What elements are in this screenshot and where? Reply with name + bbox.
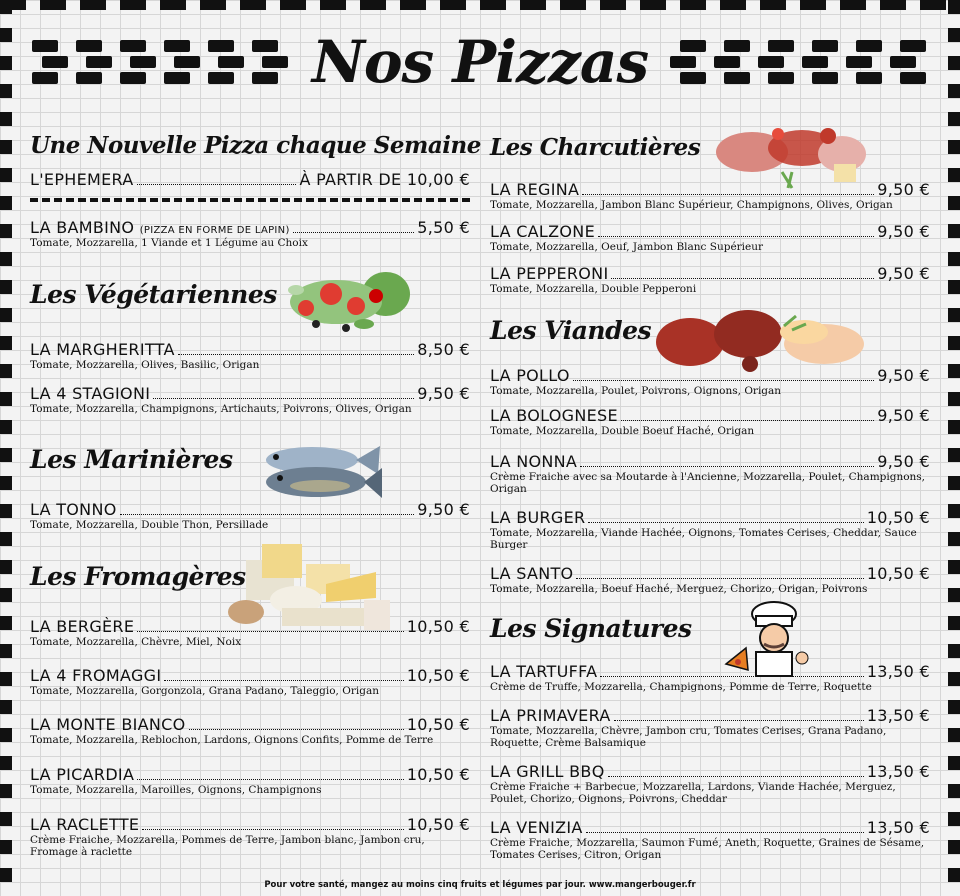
menu-item-pollo [490,366,930,397]
item-name: LA PEPPERONI [490,264,609,283]
menu-item-santo [490,564,930,595]
section-title-viandes: Les Viandes [490,316,652,345]
dot-leader [137,779,404,780]
item-price: 9,50 € [877,222,930,241]
item-name: LA MARGHERITTA [30,340,175,359]
item-price: 10,50 € [406,715,470,734]
item-description: Tomate, Mozzarella, 1 Viande et 1 Légume au Choix [30,237,308,249]
item-name: LA TONNO [30,500,117,519]
dot-leader [600,676,863,677]
health-footer: Pour votre santé, mangez au moins cinq fruits et légumes par jour. www.mangerbouger.fr [264,880,696,890]
salad-illustration [276,262,412,344]
section-title-fromageres: Les Fromagères [30,562,246,591]
item-description: Crème de Truffe, Mozzarella, Champignons, Pomme de Terre, Roquette [490,681,872,693]
left-border [0,0,12,896]
item-name: LA VENIZIA [490,818,583,837]
item-description: Crème Fraiche + Barbecue, Mozzarella, Lardons, Viande Hachée, Merguez, Poulet, Chorizo, Oignons, Poivrons, Cheddar [490,781,896,805]
menu-item-calzone [490,222,930,253]
menu-item-4-fromaggi [30,666,470,697]
menu-item-margheritta [30,340,470,371]
item-description: Tomate, Mozzarella, Chèvre, Miel, Noix [30,636,242,648]
menu-item-venizia [490,818,930,861]
dot-leader [178,354,415,355]
dot-leader [137,631,404,632]
item-description: Tomate, Mozzarella, Olives, Basilic, Origan [30,359,260,371]
menu-item-ephemera [30,170,470,189]
dashed-divider [30,198,470,202]
item-name: LA GRILL BBQ [490,762,605,781]
dot-leader [621,420,874,421]
item-name: LA TARTUFFA [490,662,598,681]
dot-leader [164,680,403,681]
item-name: LA MONTE BIANCO [30,715,186,734]
item-price: 10,50 € [406,617,470,636]
dot-leader [586,832,864,833]
item-name: LA BAMBINO [30,218,135,237]
item-description: Tomate, Mozzarella, Oeuf, Jambon Blanc Supérieur [490,241,764,253]
section-title-vegetariennes: Les Végétariennes [30,280,277,309]
item-name: LA BERGÈRE [30,617,135,636]
item-price: 9,50 € [417,384,470,403]
dot-leader [614,720,864,721]
item-price: 13,50 € [866,706,930,725]
menu-item-bolognese [490,406,930,437]
section-title-signatures: Les Signatures [490,614,692,643]
item-name: LA 4 FROMAGGI [30,666,162,685]
dot-leader [582,194,874,195]
item-description: Crème Fraiche, Mozzarella, Pommes de Terre, Jambon blanc, Jambon cru, Fromage à raclette [30,834,425,858]
item-price: 13,50 € [866,662,930,681]
item-description: Tomate, Mozzarella, Double Thon, Persillade [30,519,269,531]
dot-leader [576,578,863,579]
menu-item-regina [490,180,930,211]
right-border [948,0,960,896]
item-price: 10,50 € [406,765,470,784]
fish-illustration [260,438,384,504]
item-description: Tomate, Mozzarella, Maroilles, Oignons, Champignons [30,784,322,796]
dot-leader [137,184,297,185]
item-price: 13,50 € [866,818,930,837]
menu-item-grill-bbq [490,762,930,805]
item-price: 10,50 € [406,666,470,685]
menu-item-nonna [490,452,930,495]
page-title: Nos Pizzas [311,28,649,96]
menu-item-pepperoni [490,264,930,295]
item-price: 8,50 € [417,340,470,359]
item-description: Tomate, Mozzarella, Double Pepperoni [490,283,697,295]
dot-leader [293,232,415,233]
dot-leader [153,398,414,399]
item-description: Crème Fraiche, Mozzarella, Saumon Fumé, Aneth, Roquette, Graines de Sésame, Tomates Cerises, Citron, Origan [490,837,925,861]
menu-item-tonno [30,500,470,531]
item-description: Tomate, Mozzarella, Reblochon, Lardons, Oignons Confits, Pomme de Terre [30,734,434,746]
menu-item-bergere [30,617,470,648]
item-name: LA POLLO [490,366,570,385]
section-title-weekly: Une Nouvelle Pizza chaque Semaine [30,132,481,159]
dot-leader [142,829,404,830]
item-price: 9,50 € [877,180,930,199]
menu-item-bambino [30,218,470,249]
menu-item-burger [490,508,930,551]
item-name: LA REGINA [490,180,580,199]
item-note: (PIZZA EN FORME DE LAPIN) [139,225,290,236]
dot-leader [189,729,404,730]
item-description: Tomate, Mozzarella, Chèvre, Jambon cru, Tomates Cerises, Grana Padano, Roquette, Crème Balsamique [490,725,887,749]
item-name: LA PICARDIA [30,765,135,784]
item-name: LA PRIMAVERA [490,706,611,725]
menu-item-monte-bianco [30,715,470,746]
dot-leader [588,522,863,523]
item-price: 9,50 € [877,406,930,425]
item-name: LA BURGER [490,508,586,527]
menu-item-tartuffa [490,662,930,693]
dot-leader [611,278,874,279]
item-price: 10,50 € [866,564,930,583]
item-name: LA BOLOGNESE [490,406,618,425]
meat-illustration [654,302,868,376]
section-title-marinieres: Les Marinières [30,445,233,474]
section-title-charcutieres: Les Charcutières [490,134,701,161]
item-description: Tomate, Mozzarella, Double Boeuf Haché, Origan [490,425,755,437]
menu-item-picardia [30,765,470,796]
item-description: Tomate, Mozzarella, Jambon Blanc Supérieur, Champignons, Olives, Origan [490,199,893,211]
item-name: LA RACLETTE [30,815,140,834]
menu-item-raclette [30,815,470,858]
item-name: LA SANTO [490,564,574,583]
dot-leader [120,514,415,515]
dot-leader [580,466,874,467]
item-description: Tomate, Mozzarella, Champignons, Artichauts, Poivrons, Olives, Origan [30,403,412,415]
dot-leader [573,380,874,381]
item-price: 10,50 € [866,508,930,527]
top-border [0,0,960,10]
item-price: 13,50 € [866,762,930,781]
item-price: 9,50 € [877,366,930,385]
item-description: Tomate, Mozzarella, Gorgonzola, Grana Padano, Taleggio, Origan [30,685,379,697]
item-name: L'EPHEMERA [30,170,134,189]
item-price: 5,50 € [417,218,470,237]
item-description: Tomate, Mozzarella, Viande Hachée, Oignons, Tomates Cerises, Cheddar, Sauce Burger [490,527,917,551]
dot-leader [598,236,874,237]
item-name: LA NONNA [490,452,578,471]
item-description: Tomate, Mozzarella, Poulet, Poivrons, Oignons, Origan [490,385,782,397]
item-name: LA 4 STAGIONI [30,384,151,403]
item-price: 9,50 € [877,452,930,471]
menu-item-primavera [490,706,930,749]
item-price: 9,50 € [877,264,930,283]
dot-leader [608,776,864,777]
item-description: Tomate, Mozzarella, Boeuf Haché, Merguez, Chorizo, Origan, Poivrons [490,583,868,595]
item-name: LA CALZONE [490,222,595,241]
item-price: 10,50 € [406,815,470,834]
menu-item-4-stagioni [30,384,470,415]
item-description: Crème Fraiche avec sa Moutarde à l'Ancienne, Mozzarella, Poulet, Champignons, Origan [490,471,926,495]
item-price: 9,50 € [417,500,470,519]
item-price: À PARTIR DE 10,00 € [299,170,470,189]
